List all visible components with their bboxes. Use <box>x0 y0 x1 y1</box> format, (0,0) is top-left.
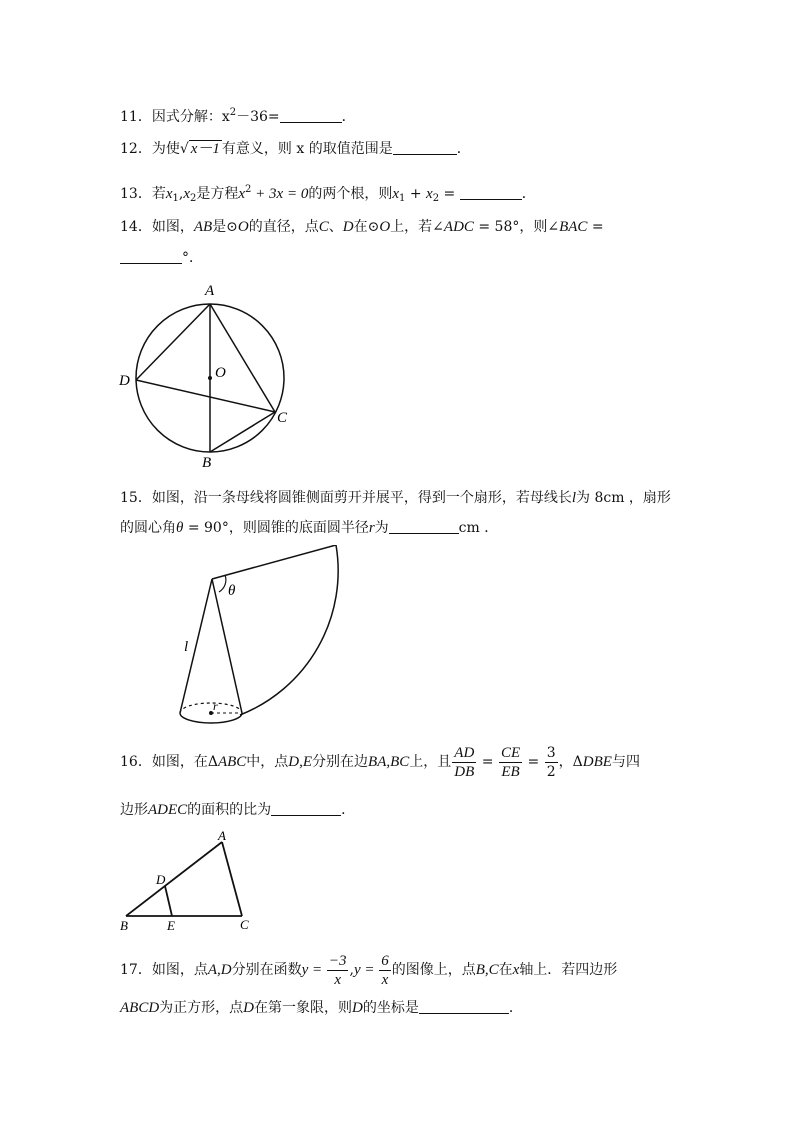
question-13: 13．若$x_1,x_2$是方程$x^2 + 3x = 0$的两个根，则$x_1 + x_2$ = ． <box>120 184 536 204</box>
question-16-line-2: 边形ADEC的面积的比为 ． <box>120 802 356 818</box>
question-15-line-1: 15．如图，沿一条母线将圆锥侧面剪开并展平，得到一个扇形，若母线长l为 8cm ，扇形 <box>120 490 671 506</box>
sqrt-sign: √ <box>179 141 189 157</box>
label-c: C <box>277 410 288 426</box>
sqrt-radicand: x－1 <box>190 141 220 157</box>
fraction-ad-db: $\frac{AD}{DB}$ <box>454 744 475 780</box>
answer-blank[interactable] <box>271 801 341 816</box>
answer-blank[interactable] <box>460 185 522 200</box>
answer-blank[interactable] <box>280 108 342 123</box>
question-11: 11．因式分解：$x^2-36=$ ． <box>120 107 356 125</box>
label-d: D <box>119 373 130 389</box>
question-number: 17． <box>120 962 152 978</box>
answer-blank[interactable] <box>389 519 459 534</box>
fraction-neg3-x: $\frac{-3}{x}$ <box>328 952 347 988</box>
question-number: 11． <box>120 109 152 125</box>
figure-15-cone <box>170 545 370 735</box>
chord-ac <box>210 304 275 412</box>
figure-14-circle <box>110 278 300 473</box>
question-16-line-1: 16．如图，在ΔABC中，点D,E分别在边BA,BC上，且 $\frac{AD}{DB}$ = $\frac{CE}{EB}$ = $\frac{3}{2}$ ，ΔDBE与四 <box>120 744 640 780</box>
fraction-ce-eb: $\frac{CE}{EB}$ <box>500 744 521 780</box>
chord-bc <box>210 412 275 452</box>
chord-ad <box>136 304 210 380</box>
question-15-line-2: 的圆心角θ = 90°，则圆锥的底面圆半径r为 cm ． <box>120 520 499 536</box>
side-ac <box>222 842 242 916</box>
question-number: 12． <box>120 141 152 157</box>
label-e: E <box>167 918 175 933</box>
label-c: C <box>240 917 249 932</box>
label-a: A <box>218 828 226 843</box>
label-b: B <box>202 455 212 471</box>
sector-outline <box>212 545 338 715</box>
question-number: 14． <box>120 219 152 235</box>
center-point <box>208 376 212 380</box>
question-17-line-1: 17．如图，点A,D分别在函数y = $\frac{-3}{x}$ ,y = $\frac{6}{x}$ 的图像上，点B,C在x轴上．若四边形 <box>120 952 618 988</box>
question-14-line-2: °． <box>120 248 203 268</box>
fraction-6-x: $\frac{6}{x}$ <box>381 952 389 988</box>
label-a: A <box>205 283 215 299</box>
fraction-3-2: $\frac{3}{2}$ <box>546 744 556 780</box>
question-17-line-2: ABCD为正方形，点D在第一象限，则D的坐标是 ． <box>120 1000 523 1016</box>
question-12: 12．为使√ x－1 有意义，则 x 的取值范围是 ． <box>120 141 471 157</box>
figure-16-triangle <box>112 826 262 936</box>
side-ba <box>126 842 222 916</box>
answer-blank[interactable] <box>419 999 509 1014</box>
label-d: D <box>156 872 166 887</box>
cone-right-edge <box>212 579 242 713</box>
question-number: 13． <box>120 186 152 202</box>
question-number: 15． <box>120 490 152 506</box>
question-number: 16． <box>120 754 152 770</box>
label-l: l <box>184 639 189 655</box>
label-theta: θ <box>228 583 236 599</box>
label-r: r <box>213 699 218 713</box>
chord-dc <box>136 380 275 412</box>
segment-de <box>165 886 172 916</box>
question-14-line-1: 14．如图，AB是⊙O的直径，点C、D在⊙O上，若∠ADC = 58°，则∠BAC = <box>120 219 604 235</box>
label-b: B <box>120 918 128 933</box>
answer-blank[interactable] <box>120 249 182 264</box>
answer-blank[interactable] <box>393 140 457 155</box>
label-o: O <box>215 365 226 381</box>
